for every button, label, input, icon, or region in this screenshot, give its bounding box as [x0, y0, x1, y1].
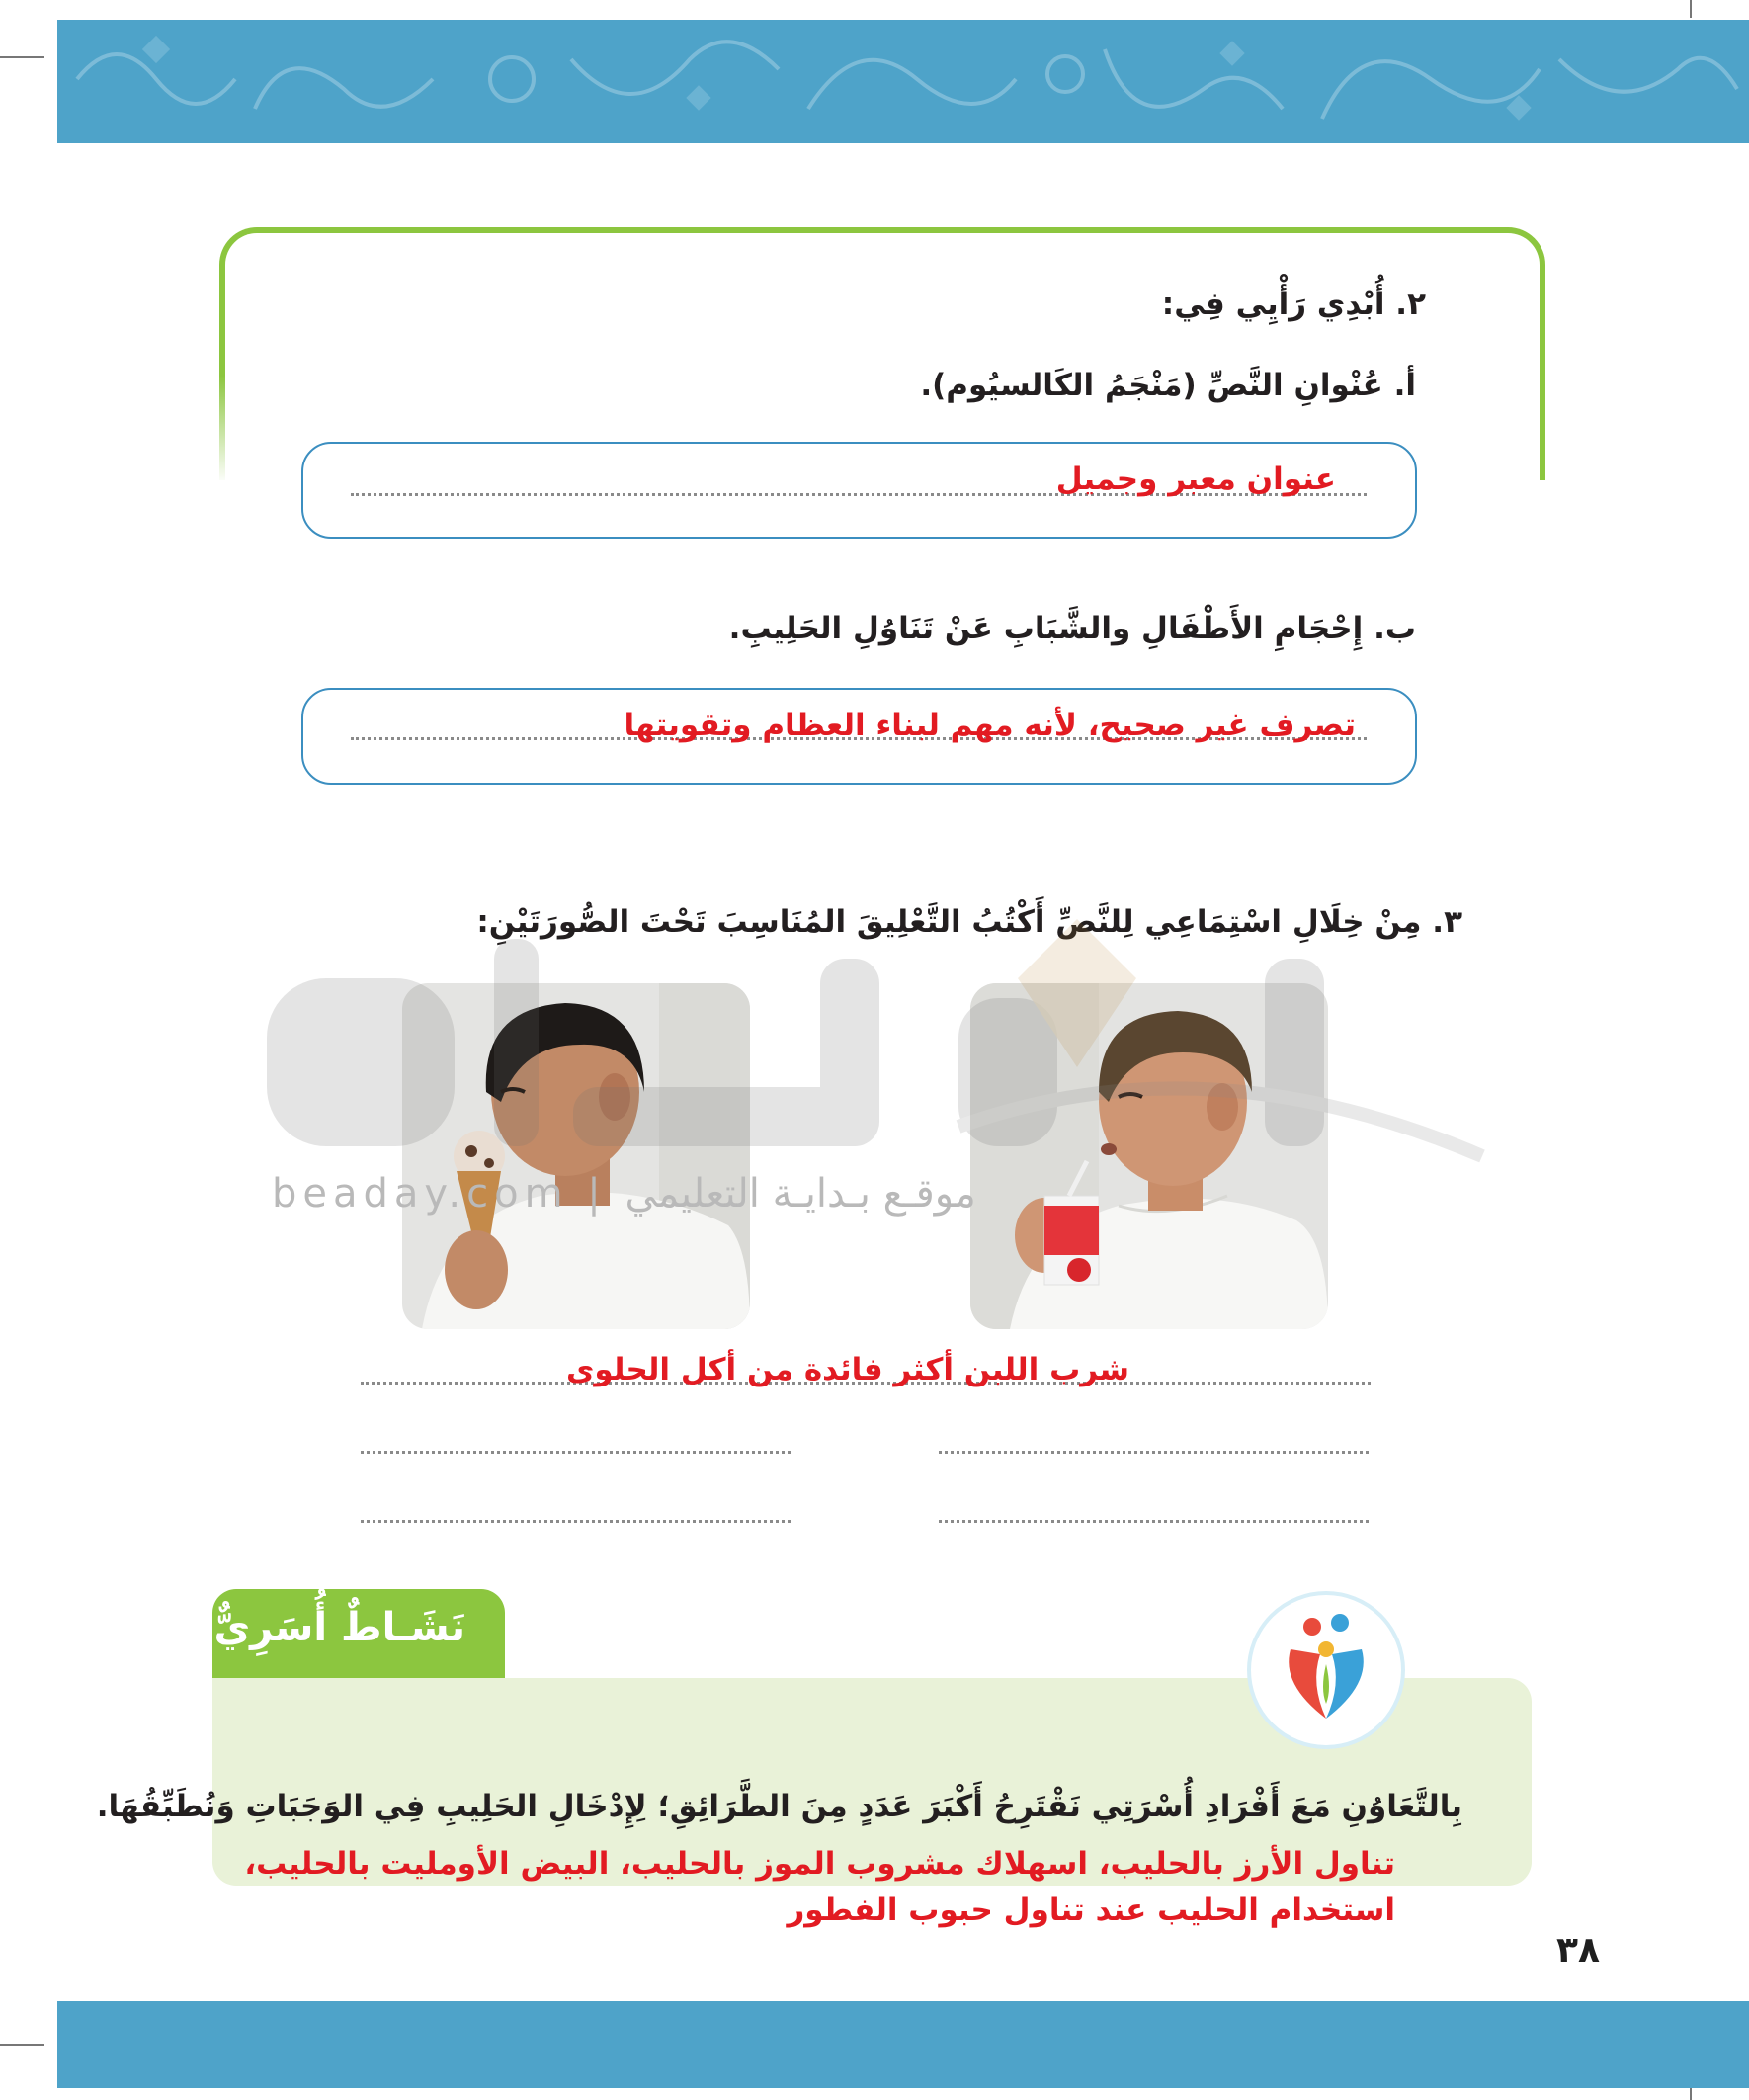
- answer-box-2a[interactable]: [301, 442, 1417, 539]
- family-activity-tab: [212, 1589, 505, 1678]
- caption-answer-text: شرب اللبن أكثر فائدة من أكل الحلوى: [565, 1352, 1129, 1387]
- family-activity-title: نَشَـاطٌ أُسَرِيٌّ: [213, 1605, 465, 1650]
- frame-fade: [213, 376, 225, 484]
- photo-illustration: [970, 983, 1328, 1329]
- family-icon: [1247, 1591, 1405, 1749]
- frame-fade: [1528, 376, 1540, 484]
- header-band: [57, 20, 1749, 143]
- footer-band: [57, 2001, 1749, 2088]
- watermark-subtitle: beaday.com | موقـع بـدايـة التعليمي: [272, 1171, 976, 1217]
- answer-2a-text: عنوان معبر وجميل: [1055, 462, 1336, 497]
- question-2b-prompt: ب. إِحْجَامِ الأَطْفَالِ والشَّبَابِ عَنْ تَنَاوُلِ الحَلِيبِ.: [728, 611, 1416, 646]
- family-answer-line1: تناول الأرز بالحليب، اسهلاك مشروب الموز بالحليب، البيض الأومليت بالحليب،: [244, 1846, 1395, 1882]
- crop-mark: [1690, 0, 1692, 18]
- boy-eating-ice-cream-photo: [402, 983, 750, 1329]
- family-answer-line2: استخدام الحليب عند تناول حبوب الفطور: [787, 1892, 1395, 1928]
- family-activity-instruction: بِالتَّعَاوُنِ مَعَ أَفْرَادِ أُسْرَتِي نَقْتَرِحُ أَكْبَرَ عَدَدٍ مِنَ الطَّرَائِقِ؛ لِإِدْخَالِ الحَلِيبِ فِي الوَجَبَاتِ وَنُطَبِّقُهَا.: [96, 1789, 1462, 1824]
- caption-line: [361, 1520, 791, 1523]
- calligraphy-pattern: [57, 20, 1749, 143]
- crop-mark: [1690, 2087, 1692, 2100]
- caption-line: [939, 1520, 1369, 1523]
- answer-2b-text: تصرف غير صحيح، لأنه مهم لبناء العظام وتقويتها: [624, 708, 1356, 743]
- family-hearts-icon: [1251, 1595, 1401, 1745]
- question-2a-prompt: أ. عُنْوانِ النَّصِّ (مَنْجَمُ الكَالسيُوم).: [920, 368, 1416, 403]
- page-number: ٣٨: [1556, 1930, 1600, 1971]
- question-3-heading: ٣. مِنْ خِلَالِ اسْتِمَاعِي لِلنَّصِّ أَكْتُبُ التَّعْلِيقَ المُنَاسِبَ تَحْتَ الصُّورَتَيْنِ:: [476, 904, 1462, 940]
- photo-illustration: [402, 983, 750, 1329]
- crop-mark: [0, 56, 44, 58]
- caption-line: [361, 1451, 791, 1454]
- crop-mark: [0, 2044, 44, 2046]
- question-2-heading: ٢. أُبْدِي رَأْيِي فِي:: [1161, 287, 1426, 322]
- boy-drinking-milk-photo: [970, 983, 1328, 1329]
- answer-box-2b[interactable]: [301, 688, 1417, 785]
- caption-line: [939, 1451, 1369, 1454]
